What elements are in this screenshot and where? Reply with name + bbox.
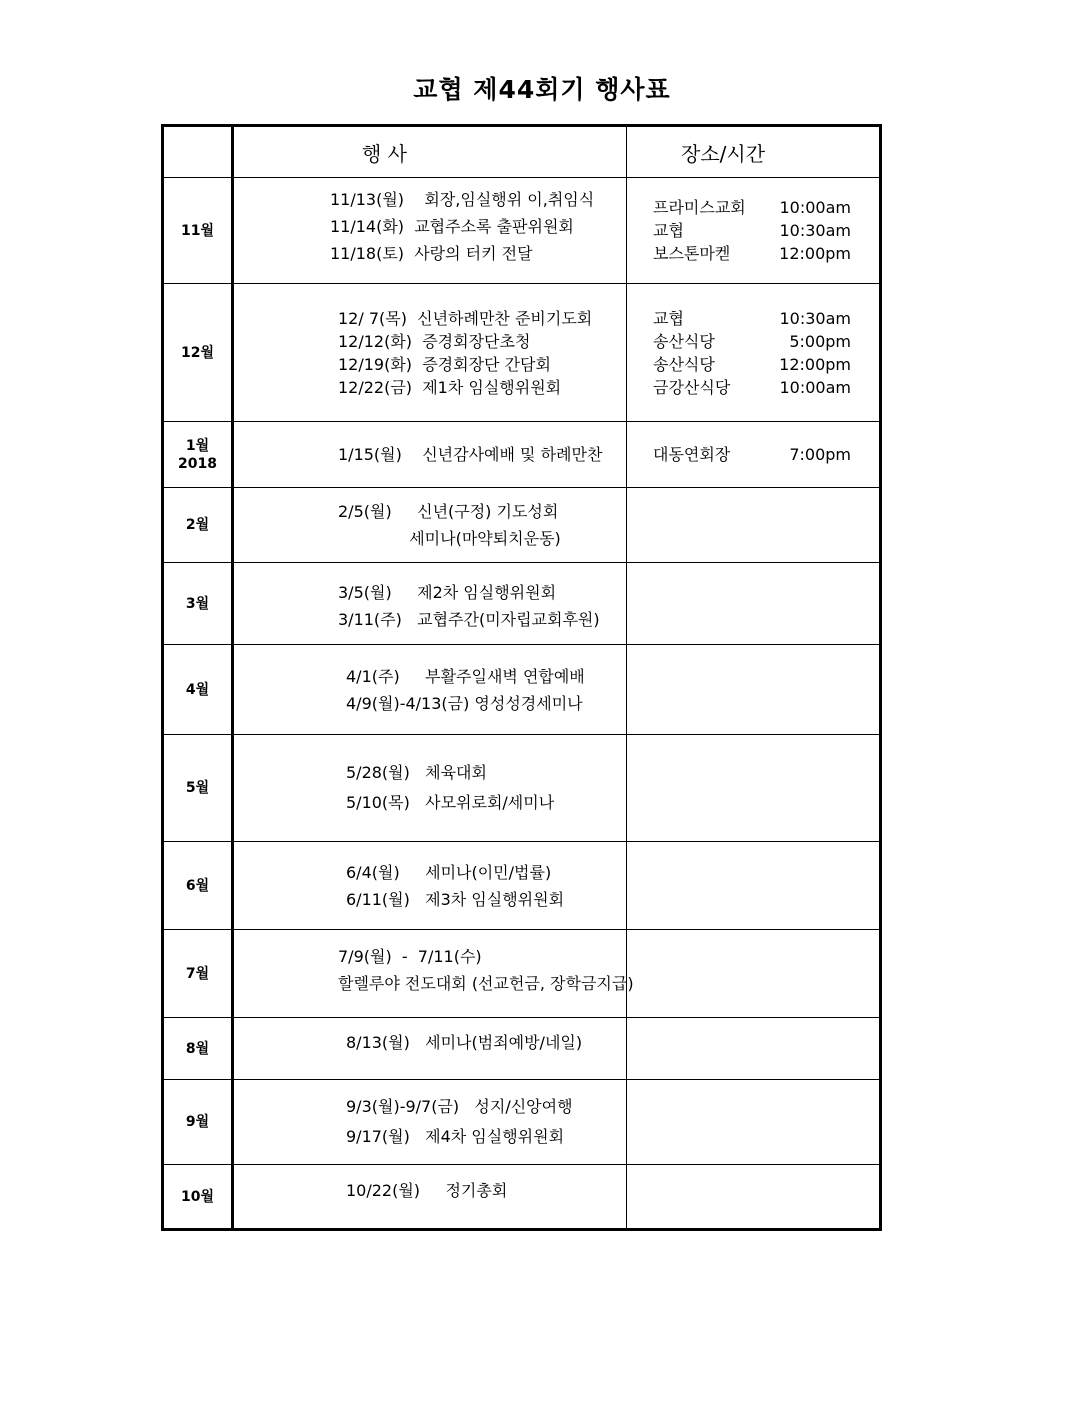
place-time: 10:00am bbox=[779, 198, 851, 217]
event-line: 6/4(월) 세미나(이민/법률) bbox=[346, 862, 552, 882]
place-cell bbox=[627, 1080, 881, 1165]
place-name: 금강산식당 bbox=[653, 377, 731, 397]
month-cell bbox=[163, 645, 233, 735]
month-cell bbox=[163, 1165, 233, 1230]
event-cell bbox=[233, 842, 627, 930]
place-row bbox=[627, 307, 879, 330]
month-label: 9월 bbox=[185, 1114, 210, 1130]
place-cell bbox=[627, 563, 881, 645]
table-header-row bbox=[163, 126, 881, 178]
place-time: 5:00pm bbox=[789, 331, 851, 351]
month-cell bbox=[163, 842, 233, 930]
event-line: 할렐루야 전도대회 (선교헌금, 장학금지급) bbox=[338, 973, 634, 993]
event-cell bbox=[233, 926, 634, 1014]
table-row bbox=[163, 842, 881, 930]
month-cell bbox=[163, 735, 233, 842]
event-cell bbox=[233, 645, 627, 735]
event-line: 4/9(월)-4/13(금) 영성성경세미나 bbox=[346, 693, 583, 713]
table-row bbox=[163, 178, 881, 284]
place-cell bbox=[627, 1165, 881, 1230]
month-cell bbox=[163, 488, 233, 563]
place-row bbox=[627, 353, 879, 376]
place-cell bbox=[627, 284, 881, 422]
event-cell bbox=[233, 422, 627, 488]
event-cell bbox=[233, 284, 627, 422]
table-row bbox=[163, 735, 881, 842]
month-label: 1월 bbox=[185, 437, 210, 454]
event-cell bbox=[233, 488, 627, 563]
month-cell bbox=[163, 930, 233, 1018]
event-line: 6/11(월) 제3차 임실행위원회 bbox=[346, 889, 565, 909]
place-row bbox=[627, 242, 879, 265]
place-name: 대동연회장 bbox=[653, 445, 731, 464]
place-name: 보스톤마켇 bbox=[653, 244, 731, 263]
place-time: 12:00pm bbox=[779, 354, 851, 374]
event-cell bbox=[233, 1080, 627, 1165]
place-cell bbox=[627, 930, 881, 1018]
place-name: 프라미스교회 bbox=[653, 198, 746, 217]
event-line: 1/15(월) 신년감사예배 및 하례만찬 bbox=[338, 445, 603, 464]
table-row bbox=[163, 422, 881, 488]
month-cell bbox=[163, 563, 233, 645]
place-row bbox=[627, 443, 879, 466]
month-label: 11월 bbox=[180, 222, 214, 239]
place-time: 10:00am bbox=[779, 377, 851, 397]
event-line: 7/9(월) - 7/11(수) bbox=[338, 946, 482, 966]
table-row bbox=[163, 930, 881, 1018]
place-cell bbox=[627, 488, 881, 563]
month-label: 10월 bbox=[180, 1188, 214, 1205]
place-time: 10:30am bbox=[779, 308, 851, 328]
month-cell bbox=[163, 284, 233, 422]
place-name: 교협 bbox=[653, 221, 684, 240]
event-line: 12/22(금) 제1차 임실행위원회 bbox=[338, 377, 562, 397]
month-cell bbox=[163, 1018, 233, 1080]
place-row bbox=[627, 376, 879, 399]
table-row bbox=[163, 1018, 881, 1080]
month-label: 5월 bbox=[185, 780, 210, 796]
month-year: 2018 bbox=[178, 455, 217, 472]
event-line: 12/ 7(목) 신년하례만찬 준비기도회 bbox=[338, 308, 593, 328]
header-event: 행 사 bbox=[233, 126, 627, 178]
table-row bbox=[163, 563, 881, 645]
event-line: 11/18(토) 사랑의 터키 전달 bbox=[330, 244, 533, 263]
event-line: 8/13(월) 세미나(범죄예방/네일) bbox=[346, 1033, 583, 1052]
event-line: 9/3(월)-9/7(금) 성지/신앙여행 bbox=[346, 1097, 573, 1116]
table-row bbox=[163, 645, 881, 735]
event-line: 12/19(화) 증경회장단 간담회 bbox=[338, 354, 551, 374]
event-line: 2/5(월) 신년(구정) 기도성회 bbox=[338, 502, 559, 521]
header-place: 장소/시간 bbox=[627, 126, 881, 178]
event-cell bbox=[233, 735, 627, 842]
event-line: 3/11(주) 교협주간(미자립교회후원) bbox=[338, 609, 600, 629]
event-line: 9/17(월) 제4차 임실행위원회 bbox=[346, 1127, 565, 1146]
month-label: 12월 bbox=[180, 344, 214, 361]
place-cell bbox=[627, 735, 881, 842]
month-cell bbox=[163, 1080, 233, 1165]
table-row bbox=[163, 284, 881, 422]
place-cell bbox=[627, 422, 881, 488]
header-month bbox=[163, 126, 233, 178]
month-label: 8월 bbox=[185, 1040, 210, 1057]
place-row bbox=[627, 330, 879, 353]
event-line: 11/13(월) 회장,임실행위 이,취임식 bbox=[330, 190, 595, 209]
month-label: 3월 bbox=[185, 595, 210, 612]
place-time: 7:00pm bbox=[789, 445, 851, 464]
place-cell bbox=[627, 645, 881, 735]
event-line: 4/1(주) 부활주일새벽 연합예배 bbox=[346, 666, 585, 686]
place-time: 10:30am bbox=[779, 221, 851, 240]
event-line: 10/22(월) 정기총회 bbox=[346, 1181, 508, 1200]
month-label: 2월 bbox=[185, 517, 210, 533]
place-cell bbox=[627, 1018, 881, 1080]
event-line: 5/10(목) 사모위로회/세미나 bbox=[346, 793, 555, 812]
place-row bbox=[627, 196, 879, 219]
page-title: 교협 제44회기 행사표 bbox=[413, 75, 671, 104]
table-row bbox=[163, 488, 881, 563]
place-name: 송산식당 bbox=[653, 354, 715, 374]
place-name: 송산식당 bbox=[653, 331, 715, 351]
event-line: 3/5(월) 제2차 임실행위원회 bbox=[338, 582, 557, 602]
month-label: 7월 bbox=[185, 965, 210, 982]
event-cell bbox=[233, 565, 627, 647]
event-cell bbox=[233, 174, 627, 280]
event-line: 세미나(마약퇴치운동) bbox=[338, 529, 561, 548]
table-row bbox=[163, 1165, 881, 1230]
place-name: 교협 bbox=[653, 308, 684, 328]
month-cell bbox=[163, 178, 233, 284]
place-cell bbox=[627, 842, 881, 930]
event-line: 12/12(화) 증경회장단초청 bbox=[338, 331, 531, 351]
event-cell bbox=[233, 1012, 627, 1074]
event-line: 5/28(월) 체육대회 bbox=[346, 763, 487, 782]
month-label: 6월 bbox=[185, 877, 210, 894]
place-cell bbox=[627, 178, 881, 284]
schedule-table bbox=[161, 124, 882, 1231]
place-row bbox=[627, 219, 879, 242]
place-time: 12:00pm bbox=[779, 244, 851, 263]
month-label: 4월 bbox=[185, 681, 210, 698]
event-cell bbox=[233, 1159, 627, 1224]
table-row bbox=[163, 1080, 881, 1165]
month-cell bbox=[163, 422, 233, 488]
event-line: 11/14(화) 교협주소록 출판위원회 bbox=[330, 217, 574, 236]
